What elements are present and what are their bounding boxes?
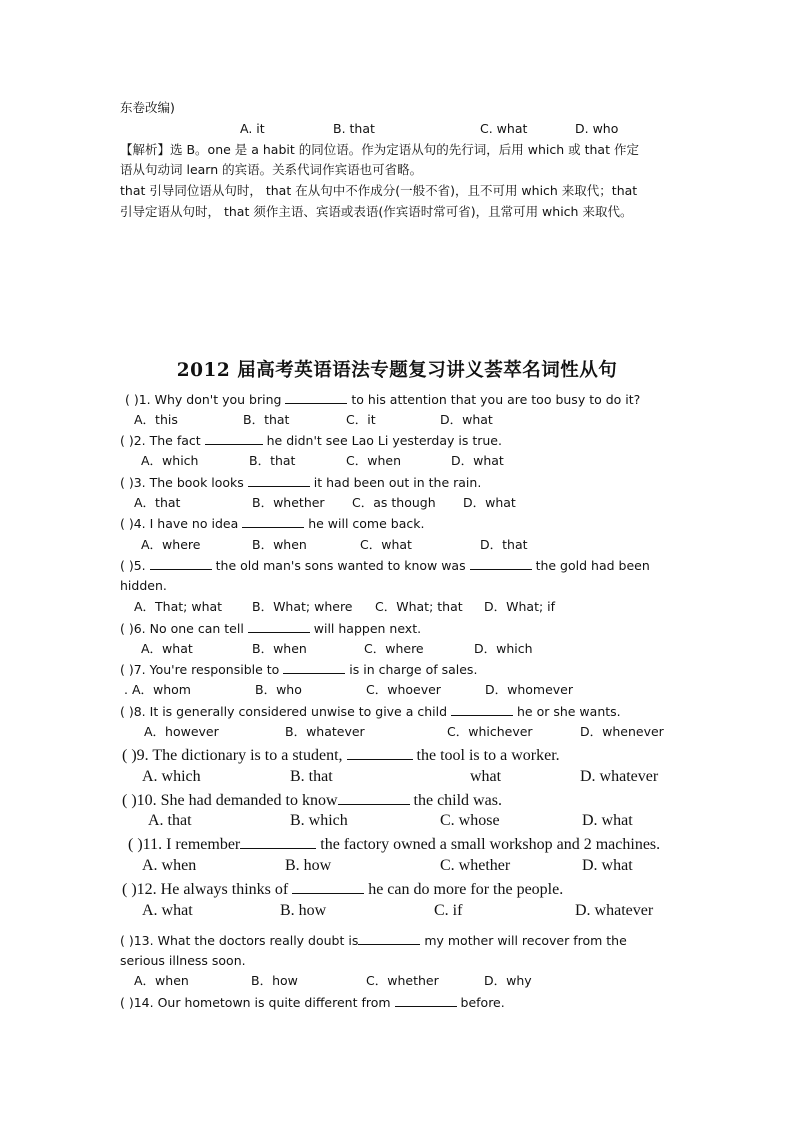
option-c: C. whether <box>440 857 511 874</box>
question-text: the child was. <box>409 792 502 809</box>
option-a: A．which <box>141 453 199 468</box>
option-a: A．when <box>134 973 189 988</box>
option-b: B．when <box>252 537 307 552</box>
option-d: D．which <box>474 641 533 656</box>
option-a: A．that <box>134 495 181 510</box>
answer-blank <box>358 932 420 945</box>
option-d: D．that <box>480 537 528 552</box>
option-c: C．whether <box>366 973 439 988</box>
question-text: ( )4. I have no idea <box>120 516 243 531</box>
page-title: 2012 届高考英语语法专题复习讲义荟萃名词性从句 <box>176 360 618 381</box>
question-text: he or she wants. <box>513 704 621 719</box>
option-a: A. that <box>148 812 192 829</box>
option-b: B. how <box>285 857 332 874</box>
answer-blank <box>205 432 263 445</box>
question-text: ( )11. I remember <box>128 836 241 853</box>
option-c: C．What; that <box>375 599 463 614</box>
option-a: A. when <box>142 857 197 874</box>
question-text: the tool is to a worker. <box>412 747 560 764</box>
answer-blank <box>451 703 513 716</box>
option-d: D．why <box>484 973 532 988</box>
question-text: the factory owned a small workshop and 2 machines. <box>316 836 661 853</box>
question-13 <box>120 932 627 949</box>
question-text: ( )1. Why don't you bring <box>125 392 286 407</box>
question-text: ( )7. You're responsible to <box>120 662 284 677</box>
question-6 <box>120 620 421 637</box>
option-c: what <box>470 768 502 785</box>
answer-blank <box>248 474 310 487</box>
analysis-line-4: 引导定语从句时， that 须作主语、宾语或表语(作宾语时常可省)，且常可用 which 来取代。 <box>120 204 633 219</box>
question-5-continued: hidden. <box>120 578 167 593</box>
option-b: B．whatever <box>285 724 365 739</box>
question-14 <box>120 994 505 1011</box>
option-b: B．that <box>249 453 296 468</box>
answer-blank <box>242 515 304 528</box>
answer-blank <box>347 745 413 760</box>
option-a: A．what <box>141 641 193 656</box>
question-9 <box>122 745 560 765</box>
option-a: A．where <box>141 537 201 552</box>
answer-blank <box>283 661 345 674</box>
question-text: the gold had been <box>531 558 650 573</box>
question-text: he didn't see Lao Li yesterday is true. <box>262 433 502 448</box>
answer-blank <box>470 557 532 570</box>
option-a: A．this <box>134 412 178 427</box>
option-b: B. that <box>290 768 333 785</box>
intro-option-b: B. that <box>333 121 375 136</box>
option-c: C．what <box>360 537 412 552</box>
question-text: the old man's sons wanted to know was <box>211 558 470 573</box>
question-8 <box>120 703 621 720</box>
option-c: C．whichever <box>447 724 533 739</box>
question-text: before. <box>456 995 505 1010</box>
answer-blank <box>338 790 410 805</box>
option-a: A. which <box>142 768 201 785</box>
option-c: C．whoever <box>366 682 441 697</box>
analysis-line-2: 语从句动词 learn 的宾语。关系代词作宾语也可省略。 <box>120 162 423 177</box>
option-b: B．how <box>251 973 298 988</box>
option-d: D．whenever <box>580 724 664 739</box>
option-b: B. which <box>290 812 348 829</box>
option-a: A．however <box>144 724 219 739</box>
question-1 <box>125 391 640 408</box>
question-text: my mother will recover from the <box>420 933 627 948</box>
answer-blank <box>248 620 310 633</box>
option-d: D. whatever <box>575 902 654 919</box>
option-d: D. what <box>582 812 633 829</box>
question-text: ( )5. <box>120 558 150 573</box>
question-10 <box>122 790 502 810</box>
question-text: ( )8. It is generally considered unwise to give a child <box>120 704 452 719</box>
answer-blank <box>285 391 347 404</box>
question-text: will happen next. <box>309 621 422 636</box>
answer-blank <box>150 557 212 570</box>
question-11 <box>128 834 660 854</box>
option-d: D．what <box>463 495 516 510</box>
question-text: ( )9. The dictionary is to a student, <box>122 747 347 764</box>
question-text: is in charge of sales. <box>345 662 478 677</box>
option-d: D．What; if <box>484 599 556 614</box>
question-text: ( )2. The fact <box>120 433 205 448</box>
question-text: ( )6. No one can tell <box>120 621 248 636</box>
question-text: to his attention that you are too busy to do it? <box>347 392 641 407</box>
option-b: B. how <box>280 902 327 919</box>
option-c: C．when <box>346 453 401 468</box>
answer-blank <box>292 879 364 894</box>
question-text: he will come back. <box>304 516 425 531</box>
question-text: ( )3. The book looks <box>120 475 248 490</box>
question-2 <box>120 432 502 449</box>
option-b: B．that <box>243 412 290 427</box>
intro-option-d: D. who <box>575 121 619 136</box>
option-d: D．what <box>451 453 504 468</box>
question-5 <box>120 557 650 574</box>
question-12 <box>122 879 563 899</box>
question-3 <box>120 474 481 491</box>
question-text: ( )13. What the doctors really doubt is <box>120 933 359 948</box>
option-c: C. whose <box>440 812 500 829</box>
option-a: A．That; what <box>134 599 223 614</box>
option-a: . A．whom <box>124 682 191 697</box>
intro-option-a: A. it <box>240 121 265 136</box>
question-text: ( )10. She had demanded to know <box>122 792 338 809</box>
question-13-continued: serious illness soon. <box>120 953 246 968</box>
option-b: B．whether <box>252 495 325 510</box>
analysis-line-3: that 引导同位语从句时， that 在从句中不作成分(一般不省)，且不可用 which 来取代；that <box>120 183 638 198</box>
option-b: B．when <box>252 641 307 656</box>
answer-blank <box>395 994 457 1007</box>
analysis-line-1: 【解析】选 B。one 是 a habit 的同位语。作为定语从句的先行词，后用 which 或 that 作定 <box>120 142 639 157</box>
question-4 <box>120 515 424 532</box>
intro-option-c: C. what <box>480 121 528 136</box>
option-b: B．who <box>255 682 302 697</box>
question-text: he can do more for the people. <box>364 881 564 898</box>
option-d: D. what <box>582 857 633 874</box>
option-b: B．What; where <box>252 599 353 614</box>
option-c: C．as though <box>352 495 436 510</box>
answer-blank <box>240 834 316 849</box>
question-7 <box>120 661 477 678</box>
option-d: D．whomever <box>485 682 574 697</box>
option-d: D. whatever <box>580 768 659 785</box>
question-text: it had been out in the rain. <box>309 475 482 490</box>
option-c: C．it <box>346 412 376 427</box>
question-text: ( )12. He always thinks of <box>122 881 293 898</box>
option-c: C. if <box>434 902 463 919</box>
option-d: D．what <box>440 412 493 427</box>
option-c: C．where <box>364 641 424 656</box>
option-a: A. what <box>142 902 193 919</box>
intro-source-line: 东卷改编) <box>120 100 175 115</box>
question-text: ( )14. Our hometown is quite different from <box>120 995 395 1010</box>
